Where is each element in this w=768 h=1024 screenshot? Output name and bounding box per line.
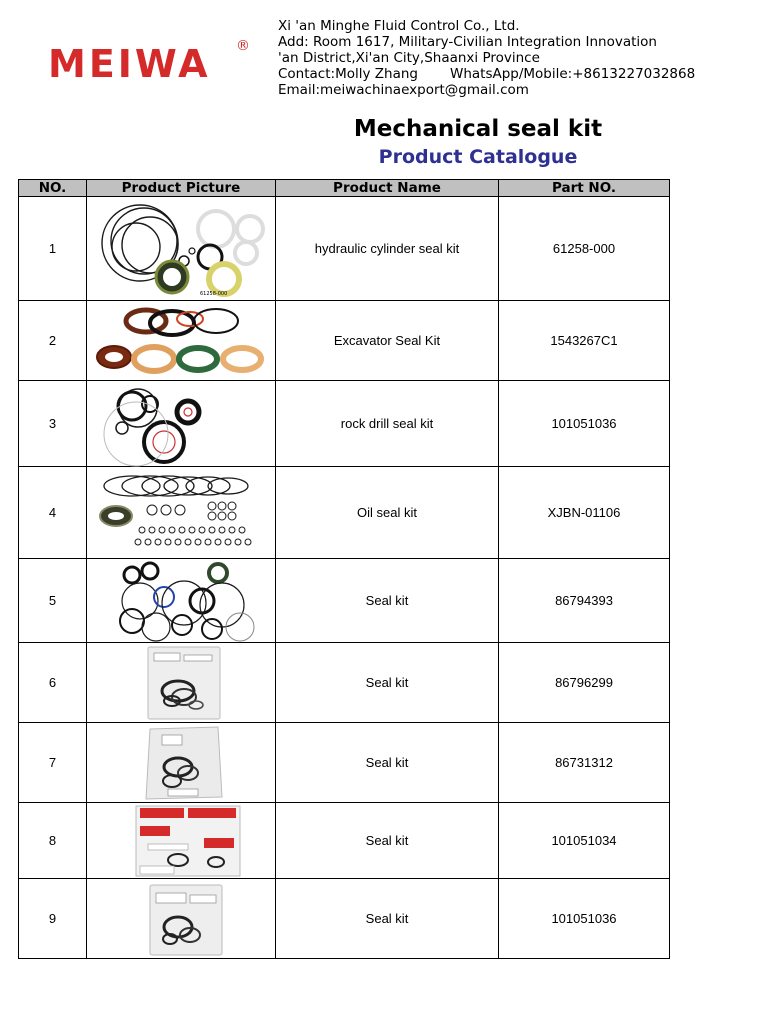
cell-no: 3 — [19, 381, 87, 467]
cell-picture — [87, 879, 276, 959]
registered-mark: ® — [236, 38, 250, 54]
cell-name: hydraulic cylinder seal kit — [276, 197, 499, 301]
bagged-kit-image — [92, 725, 270, 801]
cell-name: Seal kit — [276, 803, 499, 879]
cell-picture — [87, 643, 276, 723]
table-row — [19, 197, 670, 301]
cell-name: Seal kit — [276, 643, 499, 723]
table-row — [19, 723, 670, 803]
cell-picture — [87, 301, 276, 381]
cell-picture — [87, 723, 276, 803]
cell-name: Seal kit — [276, 559, 499, 643]
cell-picture — [87, 559, 276, 643]
table-row — [19, 381, 670, 467]
o-ring-set-image — [92, 470, 270, 556]
company-name: Xi 'an Minghe Fluid Control Co., Ltd. — [278, 18, 520, 34]
cell-no: 7 — [19, 723, 87, 803]
company-email: Email:meiwachinaexport@gmail.com — [278, 82, 529, 98]
cell-part: XJBN-01106 — [499, 467, 670, 559]
table-row — [19, 643, 670, 723]
document-title: Mechanical seal kit — [353, 116, 603, 142]
seal-rings-image — [92, 201, 270, 297]
company-info — [278, 18, 696, 98]
cell-no: 4 — [19, 467, 87, 559]
table-row — [19, 879, 670, 959]
cell-name: Seal kit — [276, 879, 499, 959]
cell-part: 101051036 — [499, 879, 670, 959]
header-name: Product Name — [276, 180, 499, 197]
table-row — [19, 467, 670, 559]
bagged-kit-image — [92, 804, 270, 878]
table-row — [19, 803, 670, 879]
cell-no: 2 — [19, 301, 87, 381]
company-contact: Contact:Molly Zhang — [278, 66, 418, 82]
header-no: NO. — [19, 180, 87, 197]
cell-no: 1 — [19, 197, 87, 301]
bagged-kit-image — [92, 881, 270, 957]
cell-picture — [87, 381, 276, 467]
header-picture: Product Picture — [87, 180, 276, 197]
cell-no: 5 — [19, 559, 87, 643]
cell-picture — [87, 197, 276, 301]
colored-seal-rings-image — [92, 305, 270, 377]
company-address-line2: 'an District,Xi'an City,Shaanxi Province — [278, 50, 540, 66]
cell-name: Oil seal kit — [276, 467, 499, 559]
cell-name: Excavator Seal Kit — [276, 301, 499, 381]
cell-part: 61258-000 — [499, 197, 670, 301]
cell-no: 9 — [19, 879, 87, 959]
image-caption: 61258-000 — [200, 290, 228, 297]
cell-name: rock drill seal kit — [276, 381, 499, 467]
cell-part: 101051036 — [499, 381, 670, 467]
cell-name: Seal kit — [276, 723, 499, 803]
header-part: Part NO. — [499, 180, 670, 197]
cell-part: 86731312 — [499, 723, 670, 803]
cell-part: 1543267C1 — [499, 301, 670, 381]
cell-no: 6 — [19, 643, 87, 723]
company-contact-row — [278, 66, 696, 82]
product-table — [18, 179, 670, 959]
table-row — [19, 301, 670, 381]
seal-rings-image — [92, 384, 270, 464]
cell-part: 86794393 — [499, 559, 670, 643]
cell-picture — [87, 467, 276, 559]
cell-no: 8 — [19, 803, 87, 879]
document-subtitle: Product Catalogue — [378, 146, 578, 168]
company-address-line1: Add: Room 1617, Military-Civilian Integration Innovation — [278, 34, 657, 50]
table-header-row — [19, 180, 670, 197]
seal-rings-image — [92, 561, 270, 641]
cell-part: 86796299 — [499, 643, 670, 723]
logo-text: MEIWA — [48, 42, 211, 86]
bagged-kit-image — [92, 645, 270, 721]
cell-part: 101051034 — [499, 803, 670, 879]
table-row — [19, 559, 670, 643]
company-whatsapp: WhatsApp/Mobile:+8613227032868 — [449, 66, 696, 82]
meiwa-logo — [48, 40, 263, 88]
cell-picture — [87, 803, 276, 879]
